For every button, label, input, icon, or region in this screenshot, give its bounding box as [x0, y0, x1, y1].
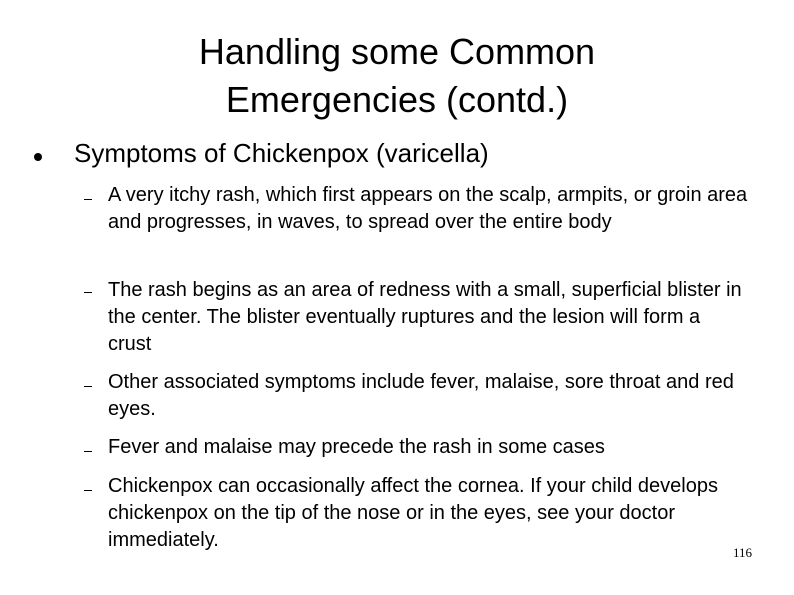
dash-bullet-icon [84, 490, 92, 491]
slide-title [0, 28, 794, 124]
page-number: 116 [733, 545, 753, 560]
dash-bullet-icon [84, 451, 92, 452]
dash-bullet-icon [84, 199, 92, 200]
sub-bullet-2: The rash begins as an area of redness with a small, superficial blister in the center. The blister eventually ruptures and the lesion will form a crust [108, 279, 742, 355]
sub-bullet-3: Other associated symptoms include fever, malaise, sore throat and red eyes. [108, 371, 734, 420]
sub-bullet-1: A very itchy rash, which first appears on the scalp, armpits, or groin area and progresses, in waves, to spread over the entire body [108, 184, 748, 233]
slide-title-line-1: Handling some Common [198, 31, 596, 72]
sub-bullet-5: Chickenpox can occasionally affect the cornea. If your child develops chickenpox on the tip of the nose or in the eyes, see your doctor immediately. [108, 475, 718, 551]
dash-bullet-icon [84, 386, 92, 387]
sub-bullet-4: Fever and malaise may precede the rash in some cases [108, 436, 605, 458]
bullet-heading: Symptoms of Chickenpox (varicella) [74, 138, 489, 168]
slide-title-line-2: Emergencies (contd.) [225, 79, 569, 120]
dash-bullet-icon [84, 292, 92, 293]
bullet-dot-icon [34, 153, 42, 161]
